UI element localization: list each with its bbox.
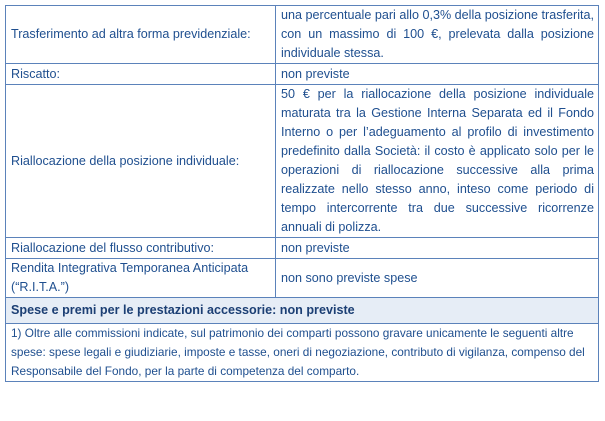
row-value-riallocazione-posizione: 50 € per la riallocazione della posizione individuale maturata tra la Gestione Interna Separata ed il Fondo Interno o per l’adeguamento al profilo di investimento predefinito dalla Società: il costo è applicato solo per le operazioni di riallocazione successive alla prima realizzate nello stesso anno, inteso come periodo di tempo intercorrente tra due successive ricorrenze annuali di polizza.: [276, 85, 599, 238]
footnote: 1) Oltre alle commissioni indicate, sul patrimonio dei comparti possono gravare unicamente le seguenti altre spese: spese legali e giudiziarie, imposte e tasse, oneri di negoziazione, contributo di vigilanza, compenso del Responsabile del Fondo, per la parte di competenza del comparto.: [6, 324, 599, 382]
row-value-riallocazione-flusso: non previste: [276, 238, 599, 259]
row-value-trasferimento: una percentuale pari allo 0,3% della posizione trasferita, con un massimo di 100 €, prelevata dalla posizione individuale stessa.: [276, 6, 599, 64]
row-value-riscatto: non previste: [276, 64, 599, 85]
row-label-rita: Rendita Integrativa Temporanea Anticipata (“R.I.T.A.”): [6, 259, 276, 298]
row-label-riallocazione-flusso: Riallocazione del flusso contributivo:: [6, 238, 276, 259]
table-row: [6, 238, 599, 259]
table-row: [6, 259, 599, 298]
footnote-row: [6, 324, 599, 382]
section-row: [6, 298, 599, 324]
table-row: [6, 64, 599, 85]
section-heading: Spese e premi per le prestazioni accessorie: non previste: [6, 298, 599, 324]
costs-table: [5, 5, 599, 382]
table-row: [6, 6, 599, 64]
table-row: [6, 85, 599, 238]
row-value-rita: non sono previste spese: [276, 259, 599, 298]
row-label-riallocazione-posizione: Riallocazione della posizione individuale:: [6, 85, 276, 238]
row-label-trasferimento: Trasferimento ad altra forma previdenziale:: [6, 6, 276, 64]
row-label-riscatto: Riscatto:: [6, 64, 276, 85]
